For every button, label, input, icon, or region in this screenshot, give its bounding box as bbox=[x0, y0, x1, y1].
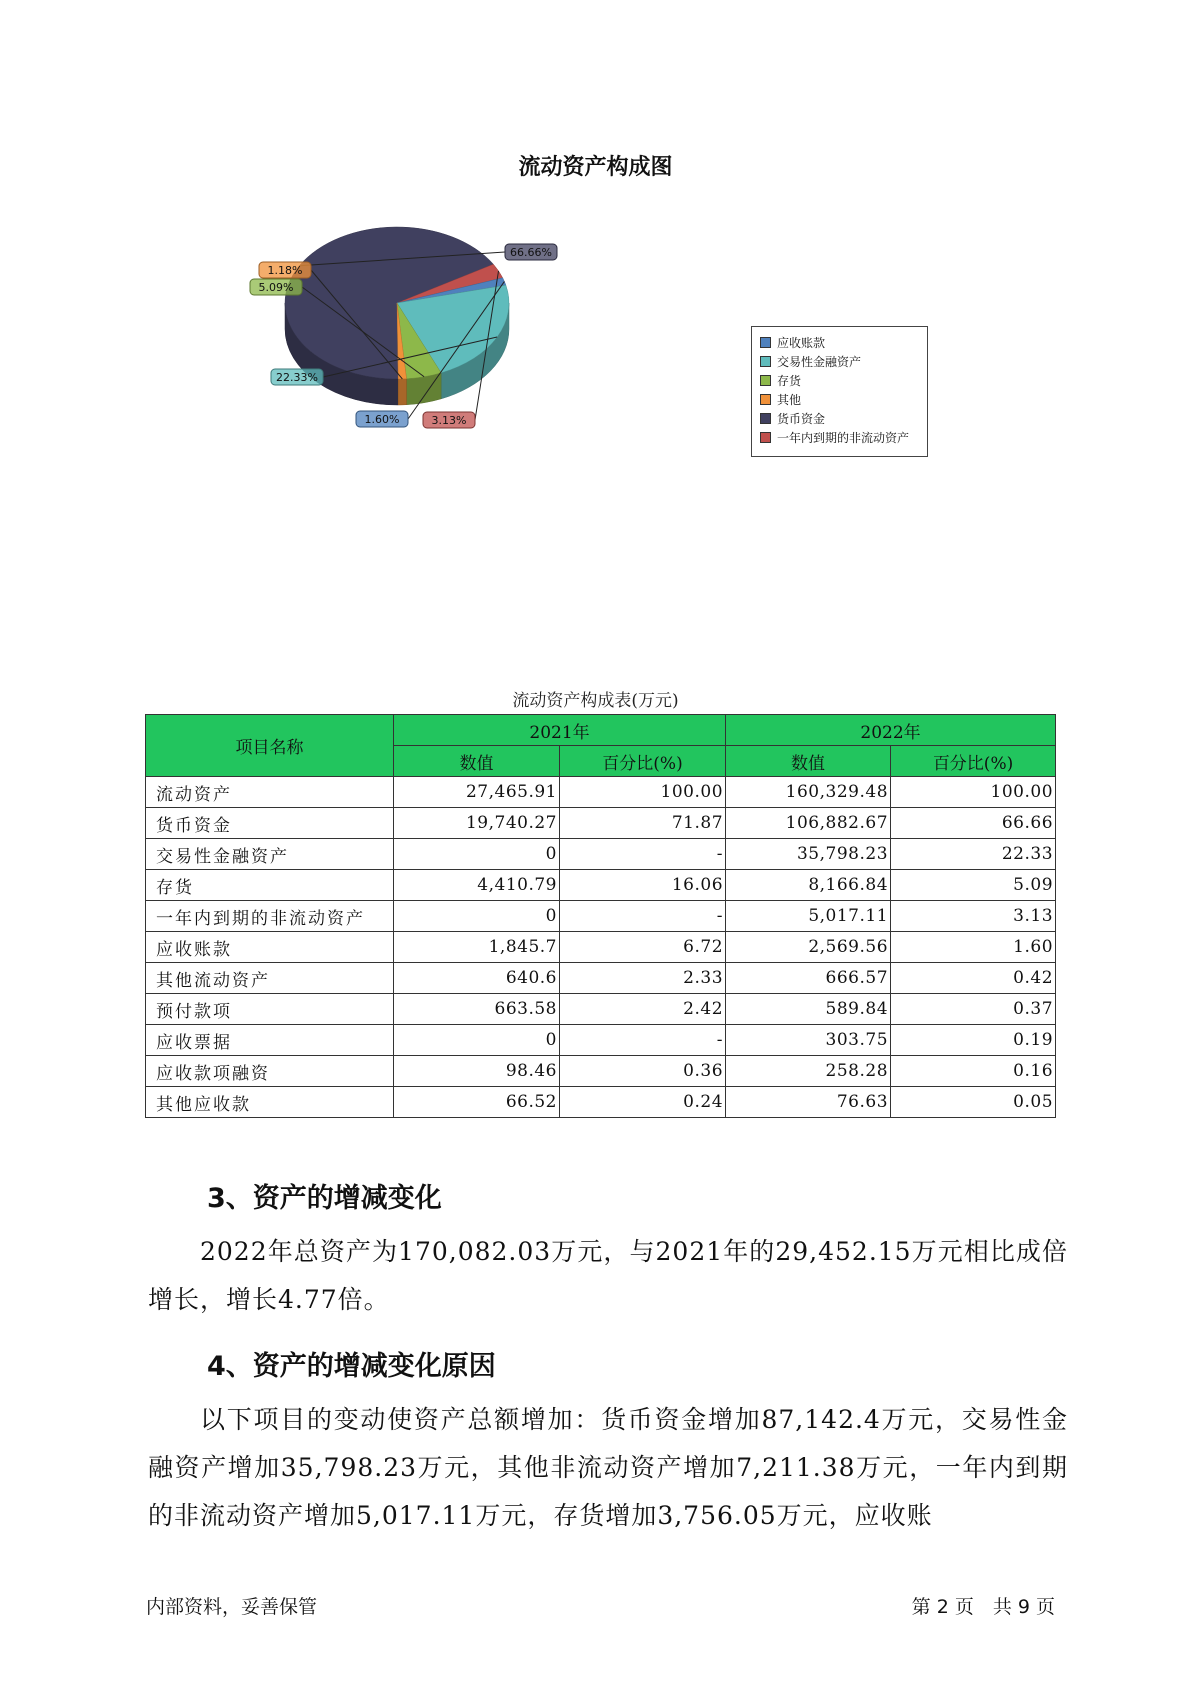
cell-pct-2022: 0.19 bbox=[891, 1025, 1056, 1056]
legend-item bbox=[760, 352, 927, 371]
legend-swatch bbox=[760, 337, 771, 348]
data-label-1: 22.33% bbox=[276, 371, 318, 384]
cell-value-2022: 589.84 bbox=[726, 994, 891, 1025]
table-row bbox=[146, 839, 1056, 870]
data-label-4: 66.66% bbox=[510, 246, 552, 259]
legend-label: 其他 bbox=[777, 393, 802, 407]
cell-name: 应收账款 bbox=[146, 932, 394, 963]
cell-name: 预付款项 bbox=[146, 994, 394, 1025]
cell-pct-2022: 0.16 bbox=[891, 1056, 1056, 1087]
cell-pct-2021: 6.72 bbox=[560, 932, 726, 963]
table-row bbox=[146, 808, 1056, 839]
data-label-5: 3.13% bbox=[431, 414, 467, 427]
legend-swatch bbox=[760, 394, 771, 405]
data-label-0: 1.60% bbox=[364, 413, 400, 426]
cell-pct-2021: 100.00 bbox=[560, 777, 726, 808]
section-3-paragraph: 2022年总资产为170,082.03万元，与2021年的29,452.15万元相比成倍增长，增长4.77倍。 bbox=[148, 1237, 1068, 1314]
legend-label: 交易性金融资产 bbox=[777, 355, 862, 369]
cell-value-2022: 35,798.23 bbox=[726, 839, 891, 870]
header-year-2021: 2021年 bbox=[394, 715, 726, 746]
cell-name: 流动资产 bbox=[146, 777, 394, 808]
cell-value-2022: 2,569.56 bbox=[726, 932, 891, 963]
table-row bbox=[146, 1056, 1056, 1087]
cell-value-2022: 160,329.48 bbox=[726, 777, 891, 808]
cell-name: 存货 bbox=[146, 870, 394, 901]
footer-confidential: 内部资料，妥善保管 bbox=[146, 1596, 318, 1618]
legend-swatch bbox=[760, 356, 771, 367]
cell-name: 应收票据 bbox=[146, 1025, 394, 1056]
footer-page-number: 第 2 页 共 9 页 bbox=[911, 1596, 1055, 1618]
cell-pct-2021: 16.06 bbox=[560, 870, 726, 901]
table-body bbox=[146, 777, 1056, 1118]
pie-chart bbox=[230, 225, 650, 465]
legend-item bbox=[760, 409, 927, 428]
cell-value-2021: 27,465.91 bbox=[394, 777, 560, 808]
cell-pct-2022: 0.42 bbox=[891, 963, 1056, 994]
cell-name: 其他应收款 bbox=[146, 1087, 394, 1118]
legend-item bbox=[760, 390, 927, 409]
cell-value-2021: 640.6 bbox=[394, 963, 560, 994]
cell-pct-2021: 2.42 bbox=[560, 994, 726, 1025]
header-pct-2021: 百分比(%) bbox=[560, 746, 726, 777]
cell-pct-2022: 0.05 bbox=[891, 1087, 1056, 1118]
cell-pct-2022: 22.33 bbox=[891, 839, 1056, 870]
cell-value-2021: 4,410.79 bbox=[394, 870, 560, 901]
cell-pct-2021: 71.87 bbox=[560, 808, 726, 839]
cell-pct-2021: 0.24 bbox=[560, 1087, 726, 1118]
chart-title: 流动资产构成图 bbox=[518, 155, 673, 180]
cell-name: 应收款项融资 bbox=[146, 1056, 394, 1087]
chart-legend bbox=[751, 326, 928, 457]
cell-name: 一年内到期的非流动资产 bbox=[146, 901, 394, 932]
cell-pct-2022: 100.00 bbox=[891, 777, 1056, 808]
cell-name: 货币资金 bbox=[146, 808, 394, 839]
cell-name: 其他流动资产 bbox=[146, 963, 394, 994]
header-pct-2022: 百分比(%) bbox=[891, 746, 1056, 777]
header-item-name: 项目名称 bbox=[146, 715, 394, 777]
table-row bbox=[146, 777, 1056, 808]
section-4-paragraph: 以下项目的变动使资产总额增加：货币资金增加87,142.4万元，交易性金融资产增加35,798.23万元，其他非流动资产增加7,211.38万元，一年内到期的非流动资产增加5,017.11万元，存货增加3,756.05万元，应收账 bbox=[148, 1405, 1068, 1530]
table-row bbox=[146, 994, 1056, 1025]
pie-side-3 bbox=[398, 379, 406, 405]
cell-value-2022: 5,017.11 bbox=[726, 901, 891, 932]
legend-swatch bbox=[760, 432, 771, 443]
legend-label: 存货 bbox=[777, 374, 802, 388]
table-row bbox=[146, 963, 1056, 994]
legend-swatch bbox=[760, 413, 771, 424]
cell-pct-2021: - bbox=[560, 839, 726, 870]
cell-value-2022: 106,882.67 bbox=[726, 808, 891, 839]
table-row bbox=[146, 1087, 1056, 1118]
data-label-2: 5.09% bbox=[258, 281, 294, 294]
legend-item bbox=[760, 371, 927, 390]
section-4-heading: 4、资产的增减变化原因 bbox=[207, 1351, 496, 1382]
cell-value-2022: 303.75 bbox=[726, 1025, 891, 1056]
section-3-heading: 3、资产的增减变化 bbox=[207, 1183, 442, 1214]
cell-pct-2022: 1.60 bbox=[891, 932, 1056, 963]
legend-label: 一年内到期的非流动资产 bbox=[777, 431, 910, 445]
cell-pct-2021: 2.33 bbox=[560, 963, 726, 994]
legend-swatch bbox=[760, 375, 771, 386]
current-assets-table bbox=[145, 714, 1056, 1118]
header-value-2022: 数值 bbox=[726, 746, 891, 777]
cell-value-2022: 8,166.84 bbox=[726, 870, 891, 901]
cell-value-2021: 98.46 bbox=[394, 1056, 560, 1087]
cell-pct-2022: 3.13 bbox=[891, 901, 1056, 932]
legend-label: 货币资金 bbox=[777, 412, 826, 426]
legend-label: 应收账款 bbox=[777, 336, 826, 350]
cell-pct-2021: - bbox=[560, 901, 726, 932]
cell-value-2021: 0 bbox=[394, 1025, 560, 1056]
legend-item bbox=[760, 428, 927, 447]
cell-value-2021: 19,740.27 bbox=[394, 808, 560, 839]
cell-name: 交易性金融资产 bbox=[146, 839, 394, 870]
cell-pct-2022: 0.37 bbox=[891, 994, 1056, 1025]
table-row bbox=[146, 1025, 1056, 1056]
cell-value-2022: 258.28 bbox=[726, 1056, 891, 1087]
cell-value-2021: 0 bbox=[394, 901, 560, 932]
table-row bbox=[146, 932, 1056, 963]
data-label-3: 1.18% bbox=[267, 264, 303, 277]
cell-value-2021: 663.58 bbox=[394, 994, 560, 1025]
cell-pct-2022: 66.66 bbox=[891, 808, 1056, 839]
header-year-2022: 2022年 bbox=[726, 715, 1056, 746]
cell-value-2021: 66.52 bbox=[394, 1087, 560, 1118]
cell-value-2022: 76.63 bbox=[726, 1087, 891, 1118]
table-caption: 流动资产构成表(万元) bbox=[512, 691, 679, 711]
cell-value-2022: 666.57 bbox=[726, 963, 891, 994]
cell-pct-2021: - bbox=[560, 1025, 726, 1056]
header-value-2021: 数值 bbox=[394, 746, 560, 777]
cell-value-2021: 0 bbox=[394, 839, 560, 870]
cell-pct-2021: 0.36 bbox=[560, 1056, 726, 1087]
table-row bbox=[146, 901, 1056, 932]
cell-value-2021: 1,845.7 bbox=[394, 932, 560, 963]
cell-pct-2022: 5.09 bbox=[891, 870, 1056, 901]
table-row bbox=[146, 870, 1056, 901]
legend-item bbox=[760, 333, 927, 352]
